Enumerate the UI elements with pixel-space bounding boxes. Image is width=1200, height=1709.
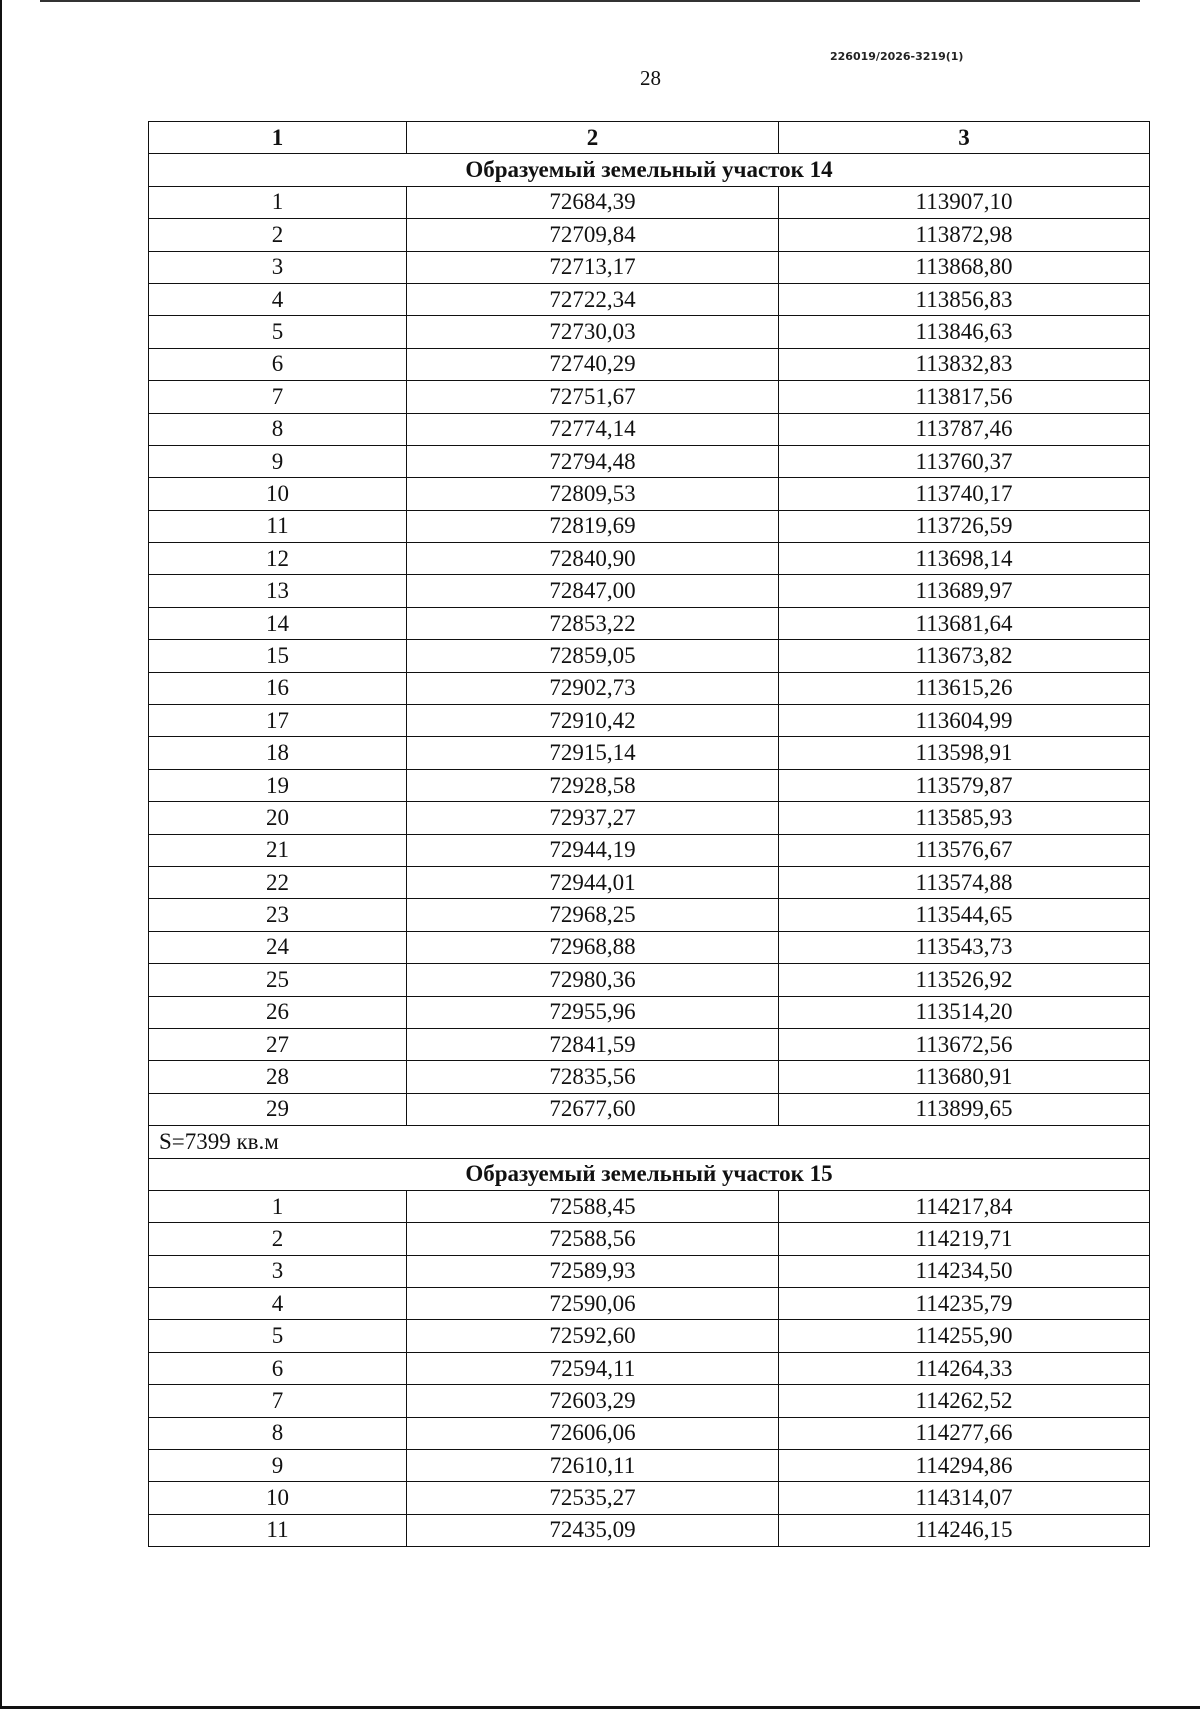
coordinate-x: 72944,19 (407, 834, 779, 866)
coordinate-x: 72955,96 (407, 996, 779, 1028)
table-row (149, 283, 1150, 315)
table-row (149, 316, 1150, 348)
coordinate-y: 113726,59 (779, 510, 1150, 542)
header-col-1: 1 (149, 122, 407, 154)
table-row (149, 996, 1150, 1028)
table-row (149, 1514, 1150, 1546)
coordinate-x: 72841,59 (407, 1028, 779, 1060)
table-row (149, 445, 1150, 477)
point-number: 21 (149, 834, 407, 866)
coordinate-y: 114264,33 (779, 1352, 1150, 1384)
coordinate-y: 114219,71 (779, 1223, 1150, 1255)
point-number: 11 (149, 1514, 407, 1546)
coordinate-x: 72603,29 (407, 1385, 779, 1417)
coordinate-y: 113544,65 (779, 899, 1150, 931)
point-number: 6 (149, 1352, 407, 1384)
coordinate-y: 113598,91 (779, 737, 1150, 769)
coordinate-y: 113579,87 (779, 769, 1150, 801)
table-row (149, 640, 1150, 672)
table-row (149, 705, 1150, 737)
table-row (149, 1028, 1150, 1060)
coordinate-x: 72740,29 (407, 348, 779, 380)
coordinate-y: 113907,10 (779, 186, 1150, 218)
table-row (149, 348, 1150, 380)
point-number: 19 (149, 769, 407, 801)
point-number: 27 (149, 1028, 407, 1060)
coordinate-y: 113576,67 (779, 834, 1150, 866)
point-number: 3 (149, 1255, 407, 1287)
table-row (149, 381, 1150, 413)
coordinate-y: 114314,07 (779, 1482, 1150, 1514)
coordinate-x: 72677,60 (407, 1093, 779, 1125)
point-number: 9 (149, 1450, 407, 1482)
point-number: 8 (149, 413, 407, 445)
point-number: 5 (149, 316, 407, 348)
table-row (149, 219, 1150, 251)
table-row (149, 1288, 1150, 1320)
coordinate-x: 72915,14 (407, 737, 779, 769)
point-number: 26 (149, 996, 407, 1028)
table-header-row (149, 122, 1150, 154)
coordinate-x: 72730,03 (407, 316, 779, 348)
coordinate-y: 113817,56 (779, 381, 1150, 413)
point-number: 23 (149, 899, 407, 931)
table-row (149, 1320, 1150, 1352)
coordinate-y: 113673,82 (779, 640, 1150, 672)
table-row (149, 1482, 1150, 1514)
point-number: 1 (149, 186, 407, 218)
coordinate-y: 113787,46 (779, 413, 1150, 445)
point-number: 2 (149, 219, 407, 251)
point-number: 6 (149, 348, 407, 380)
coordinate-x: 72713,17 (407, 251, 779, 283)
coordinate-y: 114246,15 (779, 1514, 1150, 1546)
table-row (149, 931, 1150, 963)
coordinate-x: 72859,05 (407, 640, 779, 672)
point-number: 12 (149, 543, 407, 575)
point-number: 11 (149, 510, 407, 542)
coordinates-table (148, 121, 1150, 1547)
point-number: 22 (149, 866, 407, 898)
header-col-3: 3 (779, 122, 1150, 154)
coordinate-y: 113832,83 (779, 348, 1150, 380)
table-row (149, 737, 1150, 769)
coordinate-x: 72853,22 (407, 607, 779, 639)
table-row (149, 1450, 1150, 1482)
table-row (149, 899, 1150, 931)
coordinate-x: 72968,25 (407, 899, 779, 931)
coordinate-y: 113615,26 (779, 672, 1150, 704)
table-row (149, 251, 1150, 283)
table-row (149, 543, 1150, 575)
point-number: 29 (149, 1093, 407, 1125)
point-number: 9 (149, 445, 407, 477)
point-number: 16 (149, 672, 407, 704)
point-number: 4 (149, 1288, 407, 1320)
coordinate-y: 113526,92 (779, 964, 1150, 996)
table-row (149, 1061, 1150, 1093)
table-row (149, 866, 1150, 898)
coordinate-x: 72610,11 (407, 1450, 779, 1482)
table-row (149, 607, 1150, 639)
table-row (149, 510, 1150, 542)
table-row (149, 1190, 1150, 1222)
table-row (149, 1223, 1150, 1255)
table-row (149, 1385, 1150, 1417)
coordinate-y: 113689,97 (779, 575, 1150, 607)
table-row (149, 575, 1150, 607)
point-number: 1 (149, 1190, 407, 1222)
coordinate-y: 114217,84 (779, 1190, 1150, 1222)
coordinate-y: 113514,20 (779, 996, 1150, 1028)
point-number: 14 (149, 607, 407, 639)
coordinate-y: 114235,79 (779, 1288, 1150, 1320)
coordinate-y: 113585,93 (779, 802, 1150, 834)
table-row (149, 834, 1150, 866)
coordinate-y: 113740,17 (779, 478, 1150, 510)
point-number: 28 (149, 1061, 407, 1093)
coordinate-x: 72535,27 (407, 1482, 779, 1514)
coordinate-x: 72847,00 (407, 575, 779, 607)
table-row (149, 478, 1150, 510)
point-number: 7 (149, 381, 407, 413)
point-number: 15 (149, 640, 407, 672)
coordinate-y: 113760,37 (779, 445, 1150, 477)
area-value: S=7399 кв.м (149, 1126, 1150, 1158)
coordinate-y: 114262,52 (779, 1385, 1150, 1417)
coordinate-x: 72937,27 (407, 802, 779, 834)
coordinate-y: 113680,91 (779, 1061, 1150, 1093)
point-number: 2 (149, 1223, 407, 1255)
coordinate-y: 113604,99 (779, 705, 1150, 737)
coordinate-y: 113681,64 (779, 607, 1150, 639)
table-row (149, 1255, 1150, 1287)
coordinate-y: 113868,80 (779, 251, 1150, 283)
coordinate-x: 72606,06 (407, 1417, 779, 1449)
table-row (149, 1093, 1150, 1125)
table-row (149, 413, 1150, 445)
coordinate-x: 72590,06 (407, 1288, 779, 1320)
coordinate-x: 72774,14 (407, 413, 779, 445)
point-number: 3 (149, 251, 407, 283)
section-title: Образуемый земельный участок 14 (149, 154, 1150, 186)
document-id: 226019/2026-3219(1) (830, 50, 964, 63)
point-number: 13 (149, 575, 407, 607)
coordinate-x: 72809,53 (407, 478, 779, 510)
coordinate-x: 72588,45 (407, 1190, 779, 1222)
coordinate-y: 113856,83 (779, 283, 1150, 315)
coordinate-y: 114277,66 (779, 1417, 1150, 1449)
coordinate-x: 72944,01 (407, 866, 779, 898)
section-title: Образуемый земельный участок 15 (149, 1158, 1150, 1190)
coordinate-x: 72835,56 (407, 1061, 779, 1093)
scan-top-edge (40, 0, 1140, 2)
point-number: 4 (149, 283, 407, 315)
page-number: 28 (640, 66, 661, 90)
section-title-row (149, 154, 1150, 186)
point-number: 8 (149, 1417, 407, 1449)
point-number: 10 (149, 1482, 407, 1514)
coordinate-x: 72980,36 (407, 964, 779, 996)
point-number: 25 (149, 964, 407, 996)
coordinate-x: 72840,90 (407, 543, 779, 575)
coordinate-x: 72819,69 (407, 510, 779, 542)
coordinates-table-body (149, 122, 1150, 1547)
coordinate-x: 72594,11 (407, 1352, 779, 1384)
scan-left-border (0, 0, 2, 1709)
table-row (149, 672, 1150, 704)
coordinate-x: 72588,56 (407, 1223, 779, 1255)
coordinate-x: 72902,73 (407, 672, 779, 704)
coordinate-y: 113543,73 (779, 931, 1150, 963)
point-number: 18 (149, 737, 407, 769)
coordinate-y: 114294,86 (779, 1450, 1150, 1482)
coordinate-y: 113574,88 (779, 866, 1150, 898)
coordinate-x: 72928,58 (407, 769, 779, 801)
coordinate-x: 72722,34 (407, 283, 779, 315)
coordinate-x: 72910,42 (407, 705, 779, 737)
coordinate-y: 113872,98 (779, 219, 1150, 251)
coordinate-y: 113672,56 (779, 1028, 1150, 1060)
table-row (149, 769, 1150, 801)
point-number: 5 (149, 1320, 407, 1352)
point-number: 10 (149, 478, 407, 510)
point-number: 7 (149, 1385, 407, 1417)
table-row (149, 1417, 1150, 1449)
header-col-2: 2 (407, 122, 779, 154)
area-row (149, 1126, 1150, 1158)
coordinate-x: 72684,39 (407, 186, 779, 218)
coordinate-x: 72968,88 (407, 931, 779, 963)
point-number: 20 (149, 802, 407, 834)
coordinate-x: 72709,84 (407, 219, 779, 251)
coordinate-x: 72794,48 (407, 445, 779, 477)
coordinate-y: 113899,65 (779, 1093, 1150, 1125)
coordinate-x: 72751,67 (407, 381, 779, 413)
coordinate-y: 114234,50 (779, 1255, 1150, 1287)
coordinate-y: 114255,90 (779, 1320, 1150, 1352)
point-number: 24 (149, 931, 407, 963)
section-title-row (149, 1158, 1150, 1190)
coordinate-y: 113698,14 (779, 543, 1150, 575)
table-row (149, 186, 1150, 218)
coordinate-x: 72435,09 (407, 1514, 779, 1546)
coordinate-x: 72592,60 (407, 1320, 779, 1352)
point-number: 17 (149, 705, 407, 737)
table-row (149, 1352, 1150, 1384)
table-row (149, 802, 1150, 834)
coordinate-y: 113846,63 (779, 316, 1150, 348)
coordinate-x: 72589,93 (407, 1255, 779, 1287)
table-row (149, 964, 1150, 996)
